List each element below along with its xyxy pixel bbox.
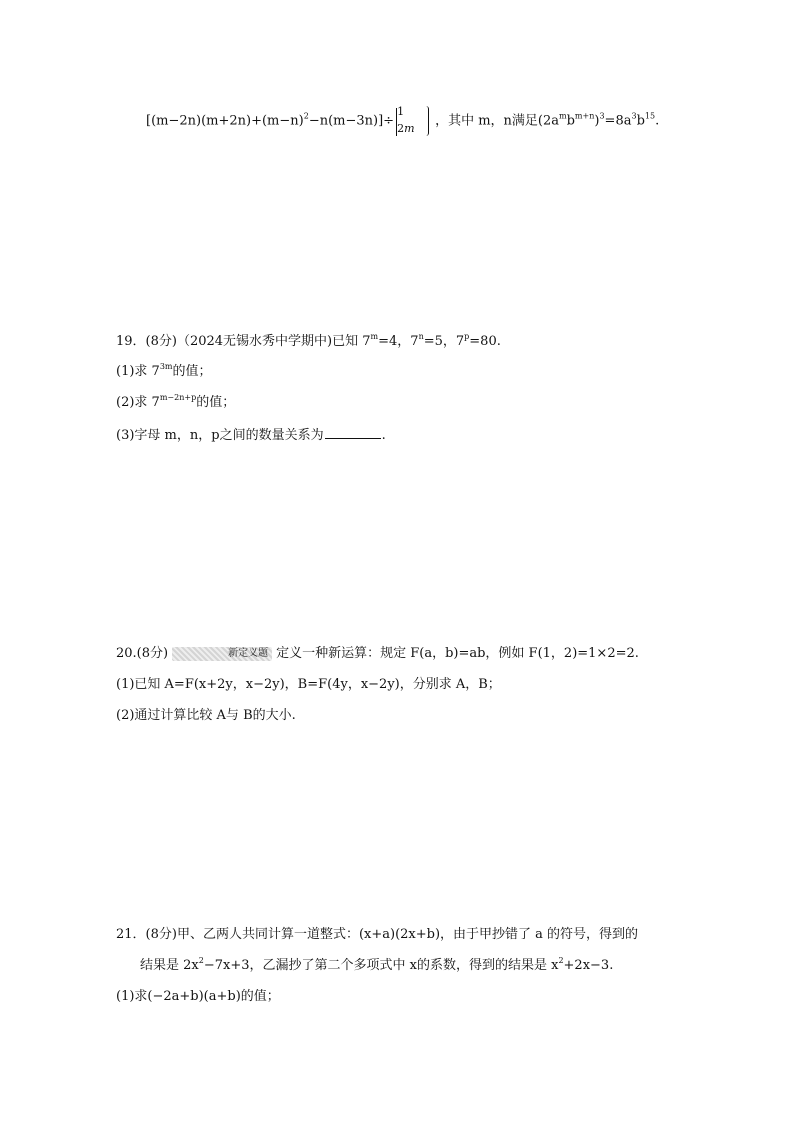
q21-stem-line-2 — [140, 957, 613, 975]
q19-part-3 — [116, 426, 386, 445]
q19-p3-text: (3)字母 m，n，p之间的数量关系为 — [116, 428, 324, 443]
q19-part-2 — [116, 394, 235, 412]
q18-frac-num: 1 — [397, 105, 405, 118]
q19-p2-text: (2)求 7 — [116, 395, 160, 410]
q18-sup: m+n — [574, 111, 595, 121]
q18-expression — [146, 106, 659, 136]
q19-p2-text: 的值； — [196, 395, 236, 410]
q19-p1-sup: 3m — [159, 362, 173, 371]
q18-condition: =8a — [604, 113, 632, 129]
q21-part-1: (1)求(−2a+b)(a+b)的值； — [116, 989, 280, 1004]
q18-expr-part: −n(m−3n)]÷ — [308, 113, 395, 129]
q18-condition: b — [636, 113, 645, 129]
new-definition-tag-label: 新定义题 — [228, 647, 269, 659]
q21-stem-line-1: 21．(8分)甲、乙两人共同计算一道整式：(x+a)(2x+b)，由于甲抄错了 a 的符号，得到的 — [116, 927, 639, 942]
q19-stem — [116, 333, 501, 351]
q19-sup: n — [418, 332, 424, 341]
q19-p3-text: . — [381, 428, 386, 443]
q21-line2-text: +2x−3. — [563, 958, 614, 973]
q18-condition: ) — [594, 113, 600, 129]
q18-frac-den-digit: 2 — [397, 122, 405, 135]
q21-line2-sup: 2 — [558, 956, 564, 965]
q20-part-2: (2)通过计算比较 A与 B的大小. — [116, 708, 296, 723]
q21-line2-text: 结果是 2x — [140, 958, 199, 973]
q21-line2-sup: 2 — [198, 956, 204, 965]
q19-stem-part: =4，7 — [378, 334, 419, 349]
new-definition-tag — [172, 647, 272, 661]
q19-p1-text: (1)求 7 — [116, 364, 160, 379]
q18-frac-var: m — [404, 122, 415, 135]
q19-p2-sup: m−2n+p — [159, 393, 197, 402]
q18-expr-part: [(m−2n)(m+2n)+(m−n) — [146, 113, 304, 129]
q18-condition: . — [655, 113, 660, 129]
q18-sup: 3 — [631, 111, 637, 121]
q19-stem-part: =80. — [469, 334, 501, 349]
q20-stem-text: 定义一种新运算：规定 F(a，b)=ab，例如 F(1，2)=1×2=2. — [276, 646, 639, 661]
q18-right-paren — [426, 106, 429, 136]
q18-condition: b — [566, 113, 575, 129]
q18-sup: 15 — [644, 111, 656, 121]
answer-blank[interactable] — [325, 426, 381, 439]
q18-fraction — [396, 105, 415, 136]
q19-sup: p — [464, 332, 470, 341]
q19-sup: m — [370, 332, 379, 341]
q19-part-1 — [116, 363, 212, 381]
q18-sup: m — [559, 111, 567, 121]
q20-part-1: (1)已知 A=F(x+2y，x−2y)，B=F(4y，x−2y)，分别求 A，B； — [116, 677, 501, 692]
q18-frac-den — [397, 120, 414, 138]
q18-condition: ，其中 m，n满足(2a — [435, 113, 559, 129]
q18-exp: 2 — [303, 111, 309, 121]
q19-stem-part: =5，7 — [423, 334, 465, 349]
q19-stem-part: 19．(8分)（2024无锡水秀中学期中)已知 7 — [116, 334, 371, 349]
q20-number: 20.(8分) — [116, 646, 169, 661]
q20-stem — [116, 645, 639, 663]
q19-p1-text: 的值； — [172, 364, 212, 379]
q18-sup: 3 — [599, 111, 605, 121]
q21-line2-text: −7x+3，乙漏抄了第二个多项式中 x的系数，得到的结果是 x — [203, 958, 559, 973]
